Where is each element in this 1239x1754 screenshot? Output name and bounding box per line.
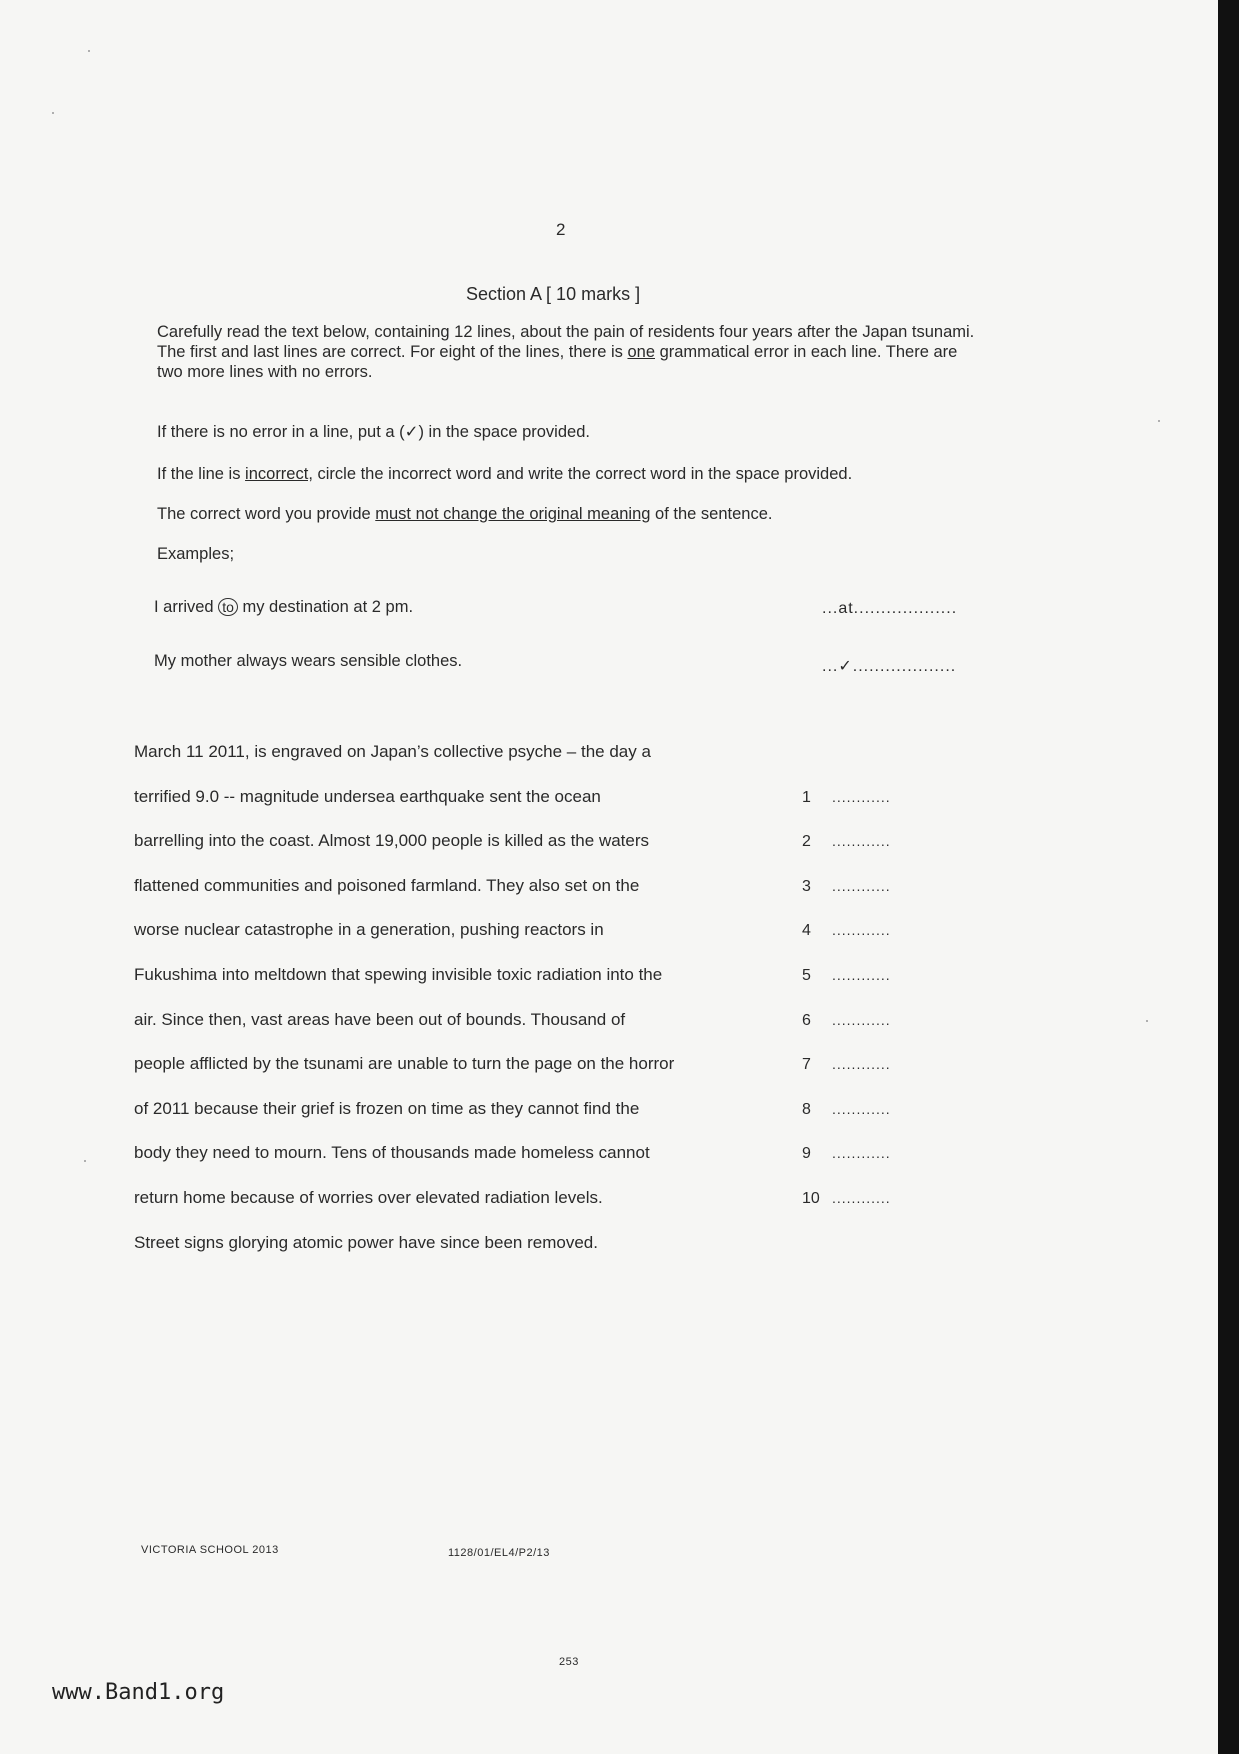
passage-line: Street signs glorying atomic power have since been removed.: [134, 1233, 598, 1252]
example-sentence: My mother always wears sensible clothes.: [154, 652, 463, 670]
passage-line: Fukushima into meltdown that spewing invisible toxic radiation into the: [134, 965, 663, 984]
example-answer: ...at...................: [822, 600, 958, 617]
scan-speck: [1146, 1020, 1148, 1022]
line-number: 2: [802, 833, 811, 850]
answer-space[interactable]: ............: [832, 1101, 891, 1117]
instruction-paragraph: Carefully read the text below, containing 12 lines, about the pain of residents four years after the Japan tsunami. The first and last lines are correct. For eight of the lines, there is one grammatical error in each line. There are two more lines with no errors.: [157, 323, 975, 381]
instruction-incorrect: If the line is incorrect, circle the incorrect word and write the correct word in the space provided.: [157, 465, 853, 483]
examples-heading: Examples;: [157, 545, 235, 563]
passage-line: barrelling into the coast. Almost 19,000 people is killed as the waters: [134, 831, 650, 850]
scan-speck: [52, 112, 54, 114]
watermark: www.Band1.org: [52, 1680, 225, 1705]
answer-space[interactable]: ............: [832, 789, 891, 805]
line-number: 6: [802, 1012, 811, 1029]
passage-line: return home because of worries over elevated radiation levels.: [134, 1188, 603, 1207]
answer-space[interactable]: ............: [832, 833, 891, 849]
passage-line: air. Since then, vast areas have been out of bounds. Thousand of: [134, 1010, 626, 1029]
answer-space[interactable]: ............: [832, 1012, 891, 1028]
passage-line: March 11 2011, is engraved on Japan’s collective psyche – the day a: [134, 742, 651, 761]
answer-space[interactable]: ............: [832, 967, 891, 983]
scan-speck: [84, 1160, 86, 1162]
answer-space[interactable]: ............: [832, 1190, 891, 1206]
line-number: 9: [802, 1145, 811, 1162]
example-sentence: I arrived to my destination at 2 pm.: [154, 598, 414, 616]
scan-speck: [88, 50, 90, 52]
line-number: 3: [802, 878, 811, 895]
line-number: 5: [802, 967, 811, 984]
footer-code: 1128/01/EL4/P2/13: [448, 1547, 550, 1559]
line-number: 1: [802, 789, 811, 806]
footer-school: VICTORIA SCHOOL 2013: [141, 1544, 279, 1556]
line-number: 4: [802, 922, 811, 939]
answer-space[interactable]: ............: [832, 1145, 891, 1161]
answer-space[interactable]: ............: [832, 878, 891, 894]
passage-line: of 2011 because their grief is frozen on time as they cannot find the: [134, 1099, 640, 1118]
line-number: 8: [802, 1101, 811, 1118]
passage-line: flattened communities and poisoned farmland. They also set on the: [134, 876, 640, 895]
line-number: 10: [802, 1190, 820, 1207]
passage-line: body they need to mourn. Tens of thousands made homeless cannot: [134, 1143, 650, 1162]
footer-page-stamp: 253: [559, 1656, 579, 1668]
instruction-tick: If there is no error in a line, put a (✓) in the space provided.: [157, 423, 590, 441]
page-number: 2: [556, 220, 566, 239]
answer-space[interactable]: ............: [832, 922, 891, 938]
passage-line: worse nuclear catastrophe in a generation, pushing reactors in: [134, 920, 604, 939]
passage-line: people afflicted by the tsunami are unable to turn the page on the horror: [134, 1054, 675, 1073]
scan-speck: [1158, 420, 1160, 422]
line-number: 7: [802, 1056, 811, 1073]
example-answer: ...✓...................: [822, 658, 957, 675]
answer-space[interactable]: ............: [832, 1056, 891, 1072]
section-title: Section A [ 10 marks ]: [466, 284, 641, 304]
circled-word: to: [218, 598, 238, 616]
instruction-meaning: The correct word you provide must not change the original meaning of the sentence.: [157, 505, 773, 523]
passage-line: terrified 9.0 -- magnitude undersea earthquake sent the ocean: [134, 787, 601, 806]
scan-edge: [1218, 0, 1239, 1754]
